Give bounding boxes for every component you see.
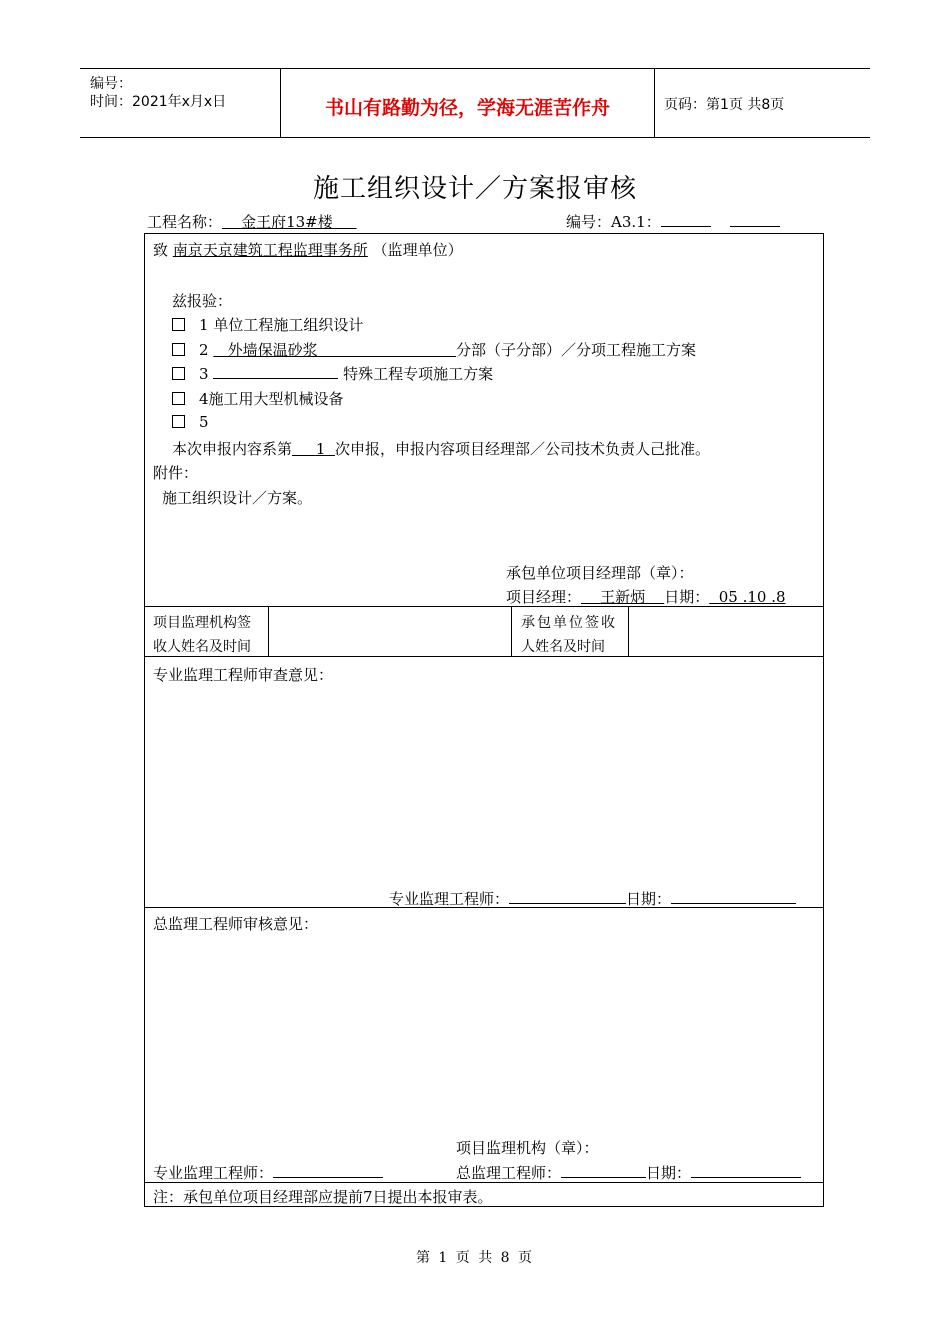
page-info: 页码：第1页 共8页 — [664, 97, 785, 113]
contractor-seal: 承包单位项目经理部（章）： — [506, 564, 694, 582]
divider-v1 — [268, 606, 269, 656]
code-blank-1 — [661, 211, 711, 227]
form-title: 施工组织设计／方案报审核 — [312, 174, 637, 204]
divider-receipt-bottom — [145, 656, 823, 657]
engineer-review-label: 专业监理工程师审查意见： — [153, 666, 334, 684]
review-form-table — [144, 233, 824, 1207]
page-footer: 第 1 页 共 8 页 — [415, 1250, 535, 1266]
item-3-blank — [213, 363, 338, 379]
project-code-row — [566, 211, 780, 232]
project-name-row — [147, 211, 357, 232]
supervisor-receipt-label-1: 项目监理机构签 — [153, 615, 251, 631]
manager-row: 项目经理： 王新炳 日期： 05 .10 .8 — [506, 588, 786, 606]
attachment-text: 施工组织设计／方案。 — [162, 489, 313, 507]
chief-sign-row: 总监理工程师： 日期： — [456, 1162, 801, 1183]
header-motto-cell — [280, 69, 655, 137]
checkbox-5[interactable] — [172, 415, 185, 428]
engineer-sign-blank — [509, 888, 626, 904]
divider-v3 — [628, 606, 629, 656]
chief-date-blank — [691, 1162, 801, 1178]
manager-name: 王新炳 — [600, 588, 646, 606]
org-seal: 项目监理机构（章）： — [456, 1139, 599, 1157]
intro-text: 兹报验： — [172, 292, 233, 310]
engineer-date-blank — [671, 888, 796, 904]
number-label: 编号： — [90, 76, 132, 92]
engineer-sign-row: 专业监理工程师： 日期： — [389, 888, 796, 909]
divider-note-top — [145, 1182, 823, 1183]
time-label: 时间：2021年x月x日 — [90, 94, 227, 110]
contractor-receipt-label-2: 人姓名及时间 — [521, 639, 605, 655]
form-note: 注：承包单位项目经理部应提前7日提出本报审表。 — [153, 1188, 493, 1206]
code-blank-2 — [730, 211, 780, 227]
item-5: 5 — [172, 413, 209, 431]
divider-receipt-top — [145, 606, 823, 607]
chief-sign-blank — [561, 1162, 646, 1178]
supervision-unit: 南京天京建筑工程监理事务所 — [172, 241, 368, 259]
submission-count: 1 — [315, 440, 326, 458]
checkbox-2[interactable] — [172, 343, 185, 356]
checkbox-4[interactable] — [172, 392, 185, 405]
chief-engineer-sign-row: 专业监理工程师： — [153, 1162, 383, 1183]
item-1: 1 单位工程施工组织设计 — [172, 314, 363, 335]
header-page-cell — [654, 69, 870, 137]
checkbox-1[interactable] — [172, 318, 185, 331]
item-4: 4施工用大型机械设备 — [172, 388, 344, 409]
divider-chief-top — [145, 907, 823, 908]
item-2: 2 外墙保温砂浆 分部（子分部）／分项工程施工方案 — [172, 339, 696, 360]
supervisor-receipt-label-2: 收人姓名及时间 — [153, 639, 251, 655]
submission-date: 05 .10 .8 — [718, 588, 786, 606]
project-code-label: 编号：A3.1： — [566, 213, 661, 231]
item-2-fill: 外墙保温砂浆 — [227, 341, 318, 359]
attachment-label: 附件： — [153, 464, 199, 482]
contractor-receipt-label-1: 承包单位签收 — [521, 615, 617, 631]
motto: 书山有路勤为径，学海无涯苦作舟 — [324, 97, 610, 119]
project-name-label: 工程名称： — [147, 213, 223, 231]
document-header — [80, 68, 870, 138]
addressee-row: 致 南京天京建筑工程监理事务所 （监理单位） — [153, 241, 463, 259]
chief-review-label: 总监理工程师审核意见： — [153, 915, 319, 933]
divider-v2 — [511, 606, 512, 656]
project-name-value: 金王府13#楼 — [241, 213, 333, 231]
submission-row: 本次申报内容系第 1 次申报，申报内容项目经理部／公司技术负责人己批准。 — [172, 440, 710, 458]
item-3: 3 特殊工程专项施工方案 — [172, 363, 493, 384]
chief-engineer-sign-blank — [273, 1162, 383, 1178]
checkbox-3[interactable] — [172, 367, 185, 380]
header-meta — [80, 69, 280, 137]
